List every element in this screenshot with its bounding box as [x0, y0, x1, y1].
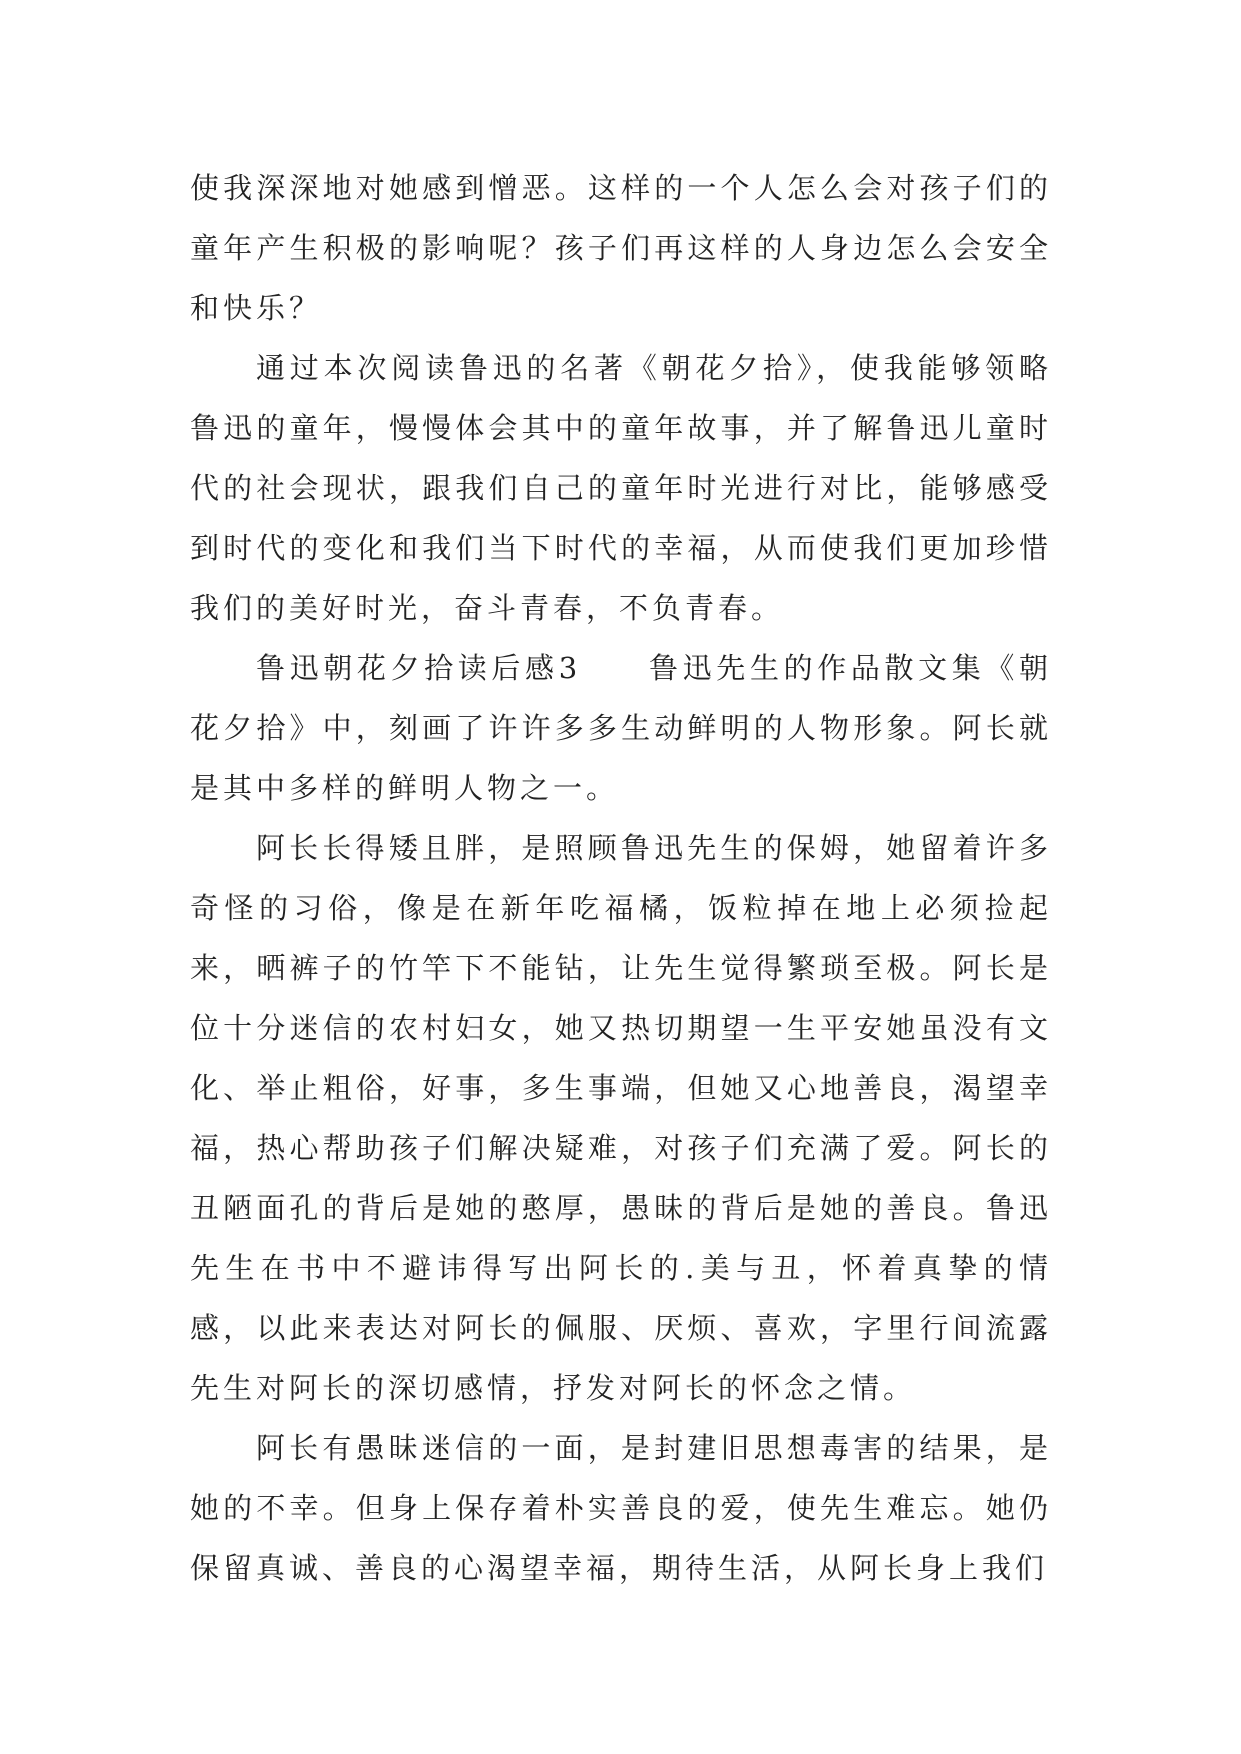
paragraph-5: 阿长有愚昧迷信的一面，是封建旧思想毒害的结果，是她的不幸。但身上保存着朴实善良的爱，使先生难忘。她仍保留真诚、善良的心渴望幸福，期待生活，从阿长身上我们	[190, 1431, 1052, 1585]
paragraph-2: 通过本次阅读鲁迅的名著《朝花夕拾》，使我能够领略鲁迅的童年，慢慢体会其中的童年故事，并了解鲁迅儿童时代的社会现状，跟我们自己的童年时光进行对比，能够感受到时代的变化和我们当下时代的幸福，从而使我们更加珍惜我们的美好时光，奋斗青春，不负青春。	[190, 351, 1052, 625]
paragraph-3: 鲁迅朝花夕拾读后感3 鲁迅先生的作品散文集《朝花夕拾》中，刻画了许许多多生动鲜明的人物形象。阿长就是其中多样的鲜明人物之一。	[190, 651, 1052, 805]
body-text	[190, 158, 1052, 1598]
paragraph-1: 使我深深地对她感到憎恶。这样的一个人怎么会对孩子们的童年产生积极的影响呢？孩子们再这样的人身边怎么会安全和快乐？	[190, 171, 1052, 325]
paragraph-4: 阿长长得矮且胖，是照顾鲁迅先生的保姆，她留着许多奇怪的习俗，像是在新年吃福橘，饭粒掉在地上必须捡起来，晒裤子的竹竿下不能钻，让先生觉得繁琐至极。阿长是位十分迷信的农村妇女，她又热切期望一生平安她虽没有文化、举止粗俗，好事，多生事端，但她又心地善良，渴望幸福，热心帮助孩子们解决疑难，对孩子们充满了爱。阿长的丑陋面孔的背后是她的憨厚，愚昧的背后是她的善良。鲁迅先生在书中不避讳得写出阿长的.美与丑，怀着真挚的情感，以此来表达对阿长的佩服、厌烦、喜欢，字里行间流露先生对阿长的深切感情，抒发对阿长的怀念之情。	[190, 831, 1052, 1405]
